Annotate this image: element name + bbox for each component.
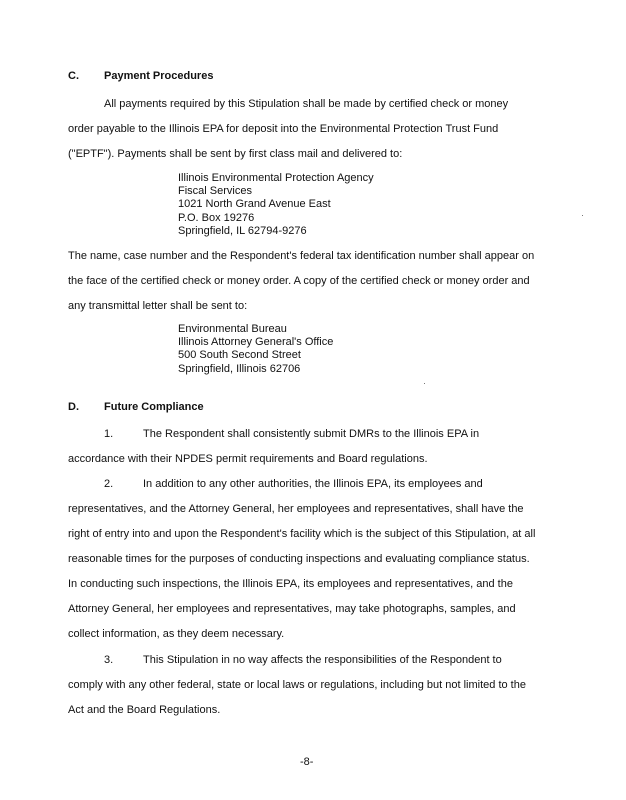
item3-line2: comply with any other federal, state or local laws or regulations, including but not limited to the [68,679,526,691]
item2-line2: representatives, and the Attorney General, her employees and representatives, shall have the [68,503,524,515]
item1-line1: The Respondent shall consistently submit DMRs to the Illinois EPA in [143,428,480,440]
section-c-para1-line3: ("EPTF"). Payments shall be sent by first class mail and delivered to: [68,148,403,160]
address-line: Fiscal Services [178,185,252,198]
section-c-letter: C. [68,70,79,82]
section-c-para1-line2: order payable to the Illinois EPA for deposit into the Environmental Protection Trust Fund [68,123,499,135]
item2-line6: Attorney General, her employees and representatives, may take photographs, samples, and [68,603,516,615]
section-c-para2-line2: the face of the certified check or money order. A copy of the certified check or money order and [68,275,530,287]
section-d-letter: D. [68,401,79,413]
address-line: 500 South Second Street [178,349,301,362]
item2-line5: In conducting such inspections, the Illinois EPA, its employees and representatives, and the [68,578,513,590]
scan-speck [424,383,425,384]
section-c-para1-line1: All payments required by this Stipulation shall be made by certified check or money [104,98,509,110]
section-c-para2-line3: any transmittal letter shall be sent to: [68,300,248,312]
ag-address-block [178,323,333,376]
section-c-heading: Payment Procedures [104,70,214,82]
item1-number: 1. [104,428,114,440]
item2-line4: reasonable times for the purposes of conducting inspections and evaluating compliance status. [68,553,530,565]
item2-line1: In addition to any other authorities, the Illinois EPA, its employees and [143,478,483,490]
item3-line1: This Stipulation in no way affects the responsibilities of the Respondent to [143,654,502,666]
item3-line3: Act and the Board Regulations. [68,704,221,716]
page-number: -8- [300,756,314,768]
address-line: 1021 North Grand Avenue East [178,198,331,211]
address-line: Environmental Bureau [178,323,287,335]
section-d-heading: Future Compliance [104,401,204,413]
item3-number: 3. [104,654,114,666]
address-line: Illinois Environmental Protection Agency [178,172,374,184]
address-line: Springfield, Illinois 62706 [178,362,301,375]
item2-line7: collect information, as they deem necessary. [68,628,285,640]
item2-line3: right of entry into and upon the Respondent's facility which is the subject of this Stipulation, at all [68,528,536,540]
item1-line2: accordance with their NPDES permit requirements and Board regulations. [68,453,428,465]
item2-number: 2. [104,478,114,490]
epa-address-block [178,172,374,238]
address-line: Springfield, IL 62794-9276 [178,224,307,237]
address-line: P.O. Box 19276 [178,211,255,224]
section-c-para2-line1: The name, case number and the Respondent's federal tax identification number shall appear on [68,250,535,262]
scan-speck [582,215,583,216]
address-line: Illinois Attorney General's Office [178,336,334,349]
